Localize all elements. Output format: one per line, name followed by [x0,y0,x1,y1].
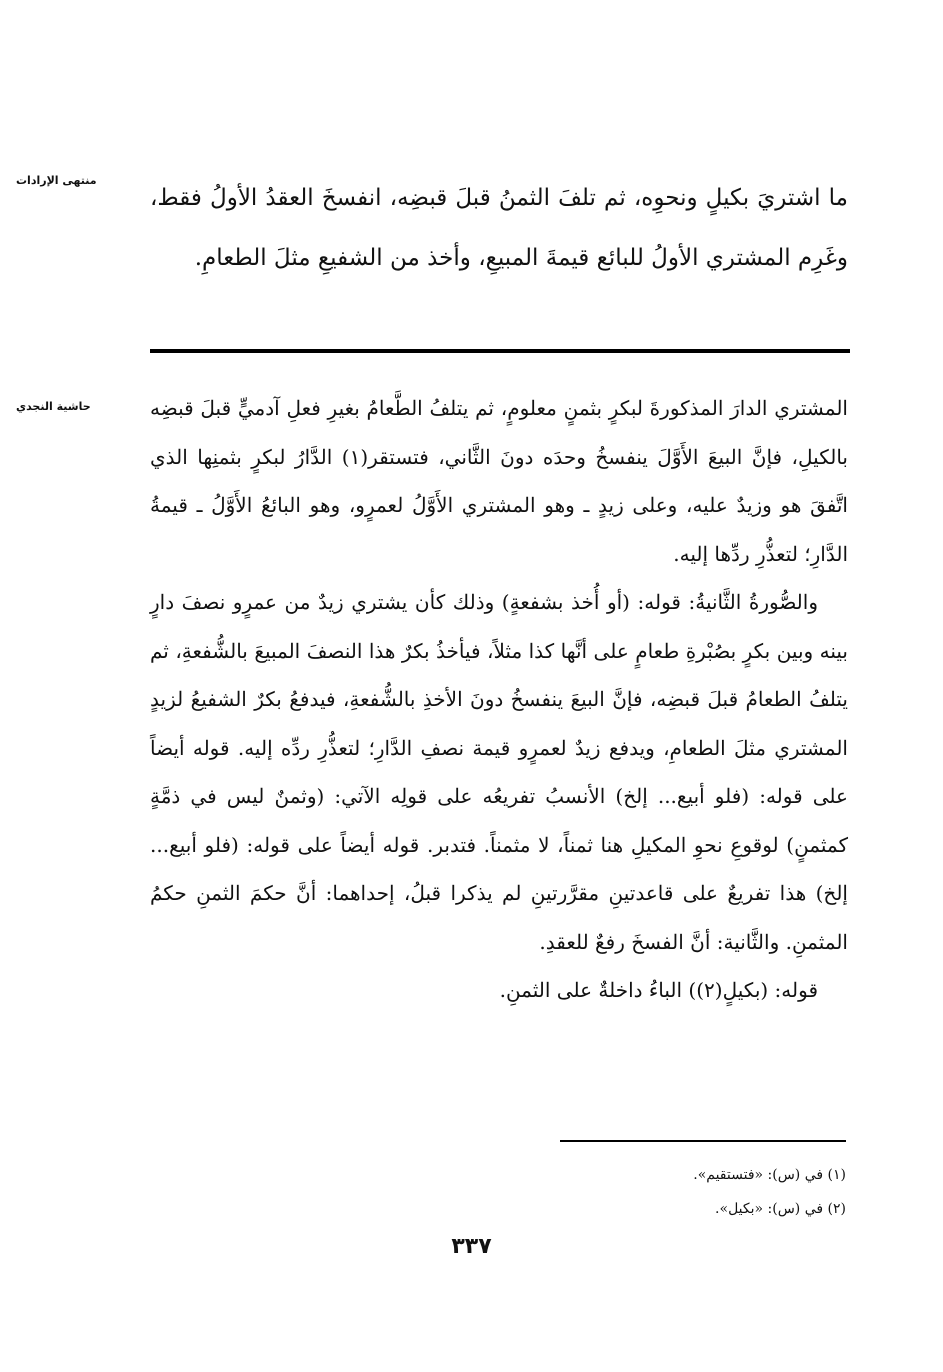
footnote-divider [560,1140,846,1142]
section-divider [150,349,850,353]
hashiya-source-label: حاشية النجدي [16,400,91,413]
hashiya-paragraph: قوله: (بكيلٍ(٢)) الباءُ داخلةٌ على الثمنِ. [499,978,818,1002]
hashiya-paragraph: المشتري الدارَ المذكورةَ لبكرٍ بثمنٍ معلومٍ، ثم يتلفُ الطَّعامُ بغيرِ فعلِ آدميٍّ قبلَ قبضِه بالكيلِ، فإنَّ البيعَ الأَوَّلَ ينفسخُ وحدَه دونَ الثَّاني، فتستقر(١) الدَّارُ لبكرٍ بثمنِها الذي اتَّفقَ هو وزيدٌ عليه، وعلى زيدٍ ـ وهو المشتري الأَوَّلُ لعمرٍو، وهو البائعُ الأَوَّلُ ـ قيمةُ الدَّارِ؛ لتعذُّرِ ردِّها إليه. [150,396,848,566]
hashiya-paragraph: والصُّورةُ الثَّانيةُ: قوله: (أو أُخذ بشفعةٍ) وذلك كأن يشتري زيدٌ من عمرٍو نصفَ دارٍ بينه وبين بكرٍ بصُبْرةِ طعامٍ على أنَّها كذا مثلاً، فيأخذُ بكرٌ هذا النصفَ المبيعَ بالشُّفعةِ، ثم يتلفُ الطعامُ قبلَ قبضِه، فإنَّ البيعَ ينفسخُ دونَ الأخذِ بالشُّفعةِ، فيدفعُ بكرٌ الشفيعُ لزيدٍ المشتري مثلَ الطعامِ، ويدفع زيدٌ لعمرٍو قيمة نصفِ الدَّارِ؛ لتعذُّرِ ردِّه إليه. قوله أيضاً على قوله: (فلو أبيع... إلخ) الأنسبُ تفريعُه على قولِه الآتي: (وثمنٌ ليس في ذمَّةٍ كمثمنٍ) لوقوعِ نحوِ المكيلِ هنا ثمناً، لا مثمناً. فتدبر. قوله أيضاً على قوله: (فلو أبيع... إلخ) هذا تفريعٌ على قاعدتينِ مقرَّرتينِ لم يذكرا قبلُ، إحداهما: أنَّ حكمَ الثمنِ حكمُ المثمنِ. والثَّانية: أنَّ الفسخَ رفعٌ للعقدِ. [150,590,848,954]
footnote: (٢) في (س): «بكيل». [715,1201,846,1217]
matn-source-label: منتهى الإرادات [16,174,97,187]
footnotes [500,1158,846,1226]
hashiya-text [150,384,848,1015]
page-number: ٣٣٧ [451,1234,492,1259]
matn-text: ما اشتريَ بكيلٍ ونحوِه، ثم تلفَ الثمنُ قبلَ قبضِه، انفسخَ العقدُ الأولُ فقط، وغَرِم المشتري الأولُ للبائع قيمةَ المبيعِ، وأخذ من الشفيعِ مثلَ الطعامِ. [150,185,848,271]
footnote: (١) في (س): «فتستقيم». [693,1167,846,1183]
